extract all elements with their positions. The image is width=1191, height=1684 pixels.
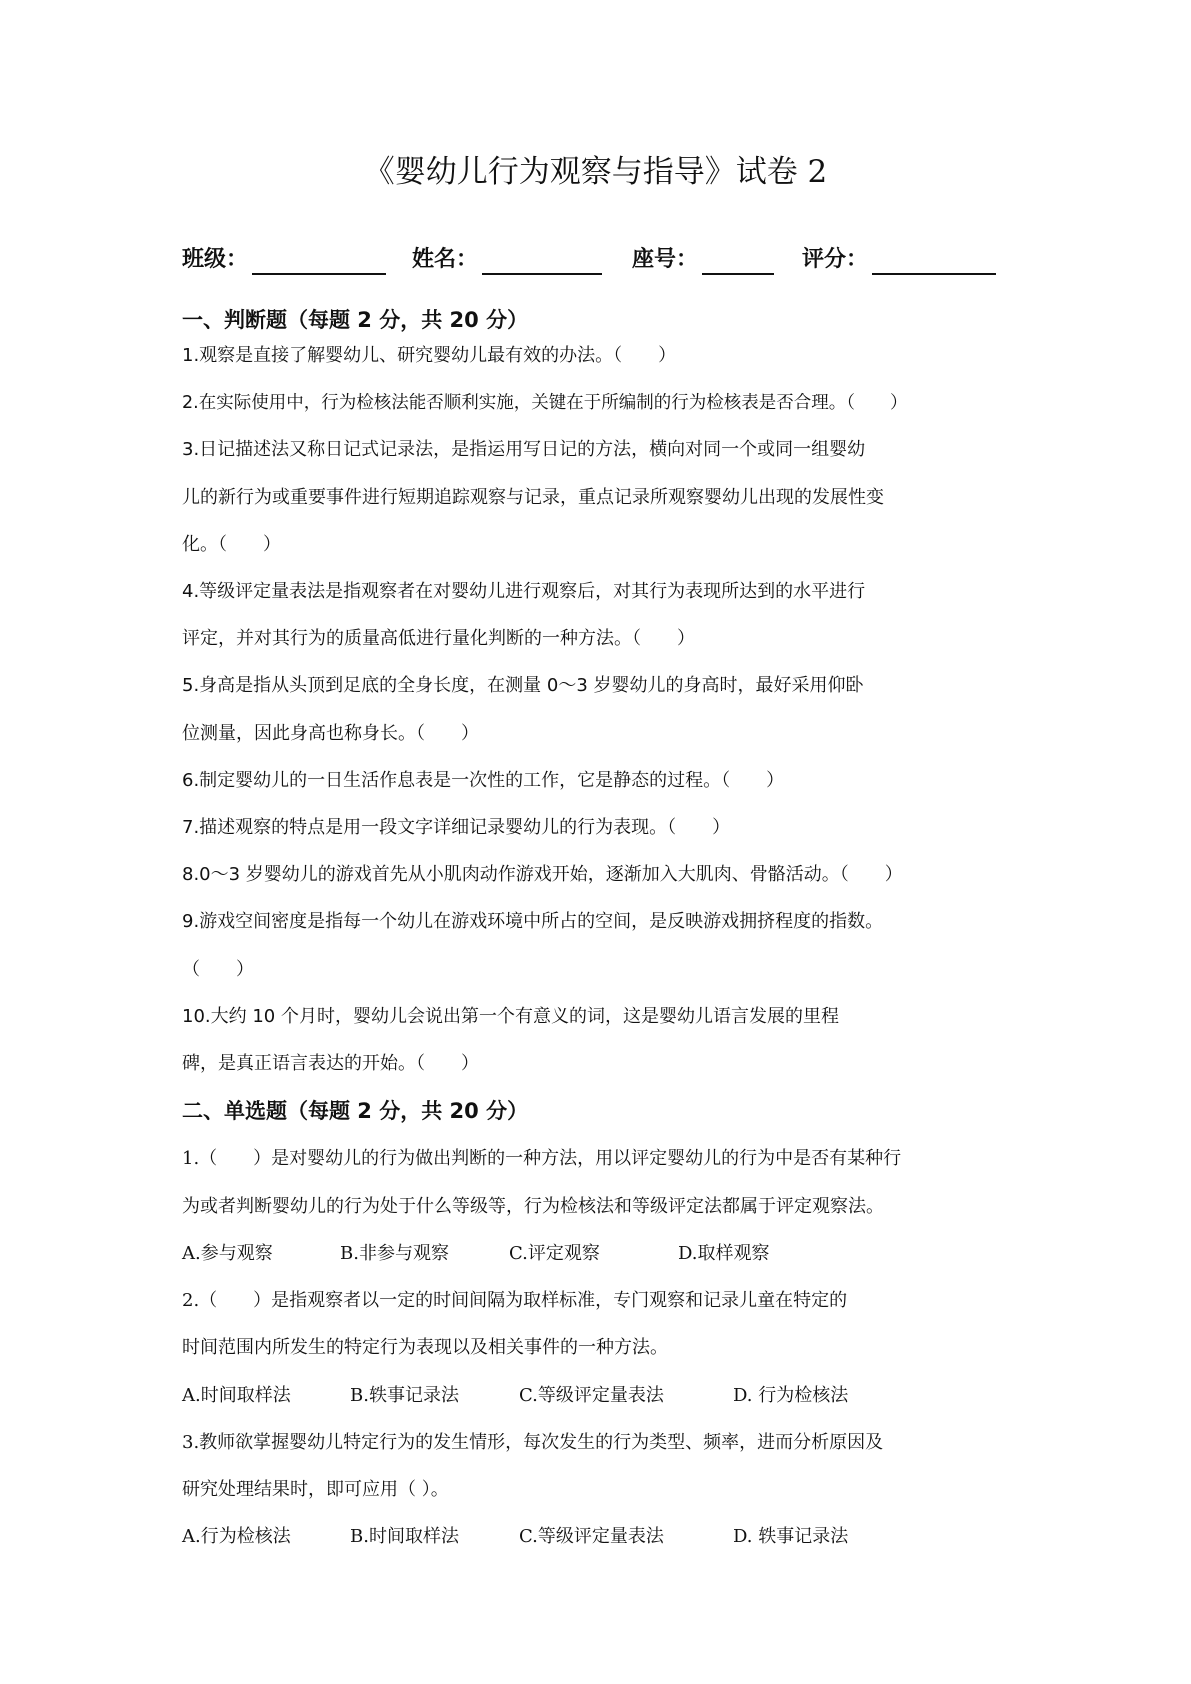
tf-question-10-line1: 10.大约 10 个月时，婴幼儿会说出第一个有意义的词，这是婴幼儿语言发展的里程 [182, 1006, 839, 1027]
mc-q1-option-a: A.参与观察 [182, 1243, 273, 1264]
mc-question-1-line2: 为或者判断婴幼儿的行为处于什么等级等，行为检核法和等级评定法都属于评定观察法。 [182, 1196, 884, 1217]
score-label: 评分： [802, 247, 869, 272]
mc-question-2-line1: 2.（ ）是指观察者以一定的时间间隔为取样标准，专门观察和记录儿童在特定的 [182, 1290, 848, 1311]
mc-q2-option-c: C.等级评定量表法 [519, 1385, 664, 1406]
tf-question-9-line1: 9.游戏空间密度是指每一个幼儿在游戏环境中所占的空间，是反映游戏拥挤程度的指数。 [182, 911, 884, 932]
tf-question-4-line2: 评定，并对其行为的质量高低进行量化判断的一种方法。（ ） [182, 628, 695, 649]
name-field [412, 241, 602, 275]
tf-question-6: 6.制定婴幼儿的一日生活作息表是一次性的工作，它是静态的过程。（ ） [182, 770, 785, 791]
score-blank[interactable] [872, 247, 996, 275]
tf-question-3-line3: 化。（ ） [182, 534, 281, 555]
tf-question-1: 1.观察是直接了解婴幼儿、研究婴幼儿最有效的办法。（ ） [182, 345, 677, 366]
tf-question-5-line1: 5.身高是指从头顶到足底的全身长度，在测量 0～3 岁婴幼儿的身高时，最好采用仰卧 [182, 675, 864, 696]
mc-q1-option-d: D.取样观察 [678, 1243, 770, 1264]
mc-question-3-line1: 3.教师欲掌握婴幼儿特定行为的发生情形，每次发生的行为类型、频率，进而分析原因及 [182, 1432, 884, 1453]
page-title: 《婴幼儿行为观察与指导》试卷 2 [363, 154, 828, 190]
tf-question-3-line1: 3.日记描述法又称日记式记录法，是指运用写日记的方法，横向对同一个或同一组婴幼 [182, 439, 866, 460]
mc-q1-option-b: B.非参与观察 [340, 1243, 449, 1264]
mc-q1-option-c: C.评定观察 [509, 1243, 600, 1264]
mc-question-2-line2: 时间范围内所发生的特定行为表现以及相关事件的一种方法。 [182, 1337, 668, 1358]
mc-q3-option-a: A.行为检核法 [182, 1526, 291, 1547]
score-field [802, 241, 996, 275]
student-info-row [182, 241, 1022, 275]
mc-q2-option-d: D. 行为检核法 [733, 1385, 849, 1406]
tf-question-10-line2: 碑，是真正语言表达的开始。（ ） [182, 1053, 479, 1074]
mc-q2-option-a: A.时间取样法 [182, 1385, 291, 1406]
seat-blank[interactable] [702, 247, 774, 275]
mc-q3-option-d: D. 轶事记录法 [733, 1526, 849, 1547]
tf-question-2: 2.在实际使用中，行为检核法能否顺利实施，关键在于所编制的行为检核表是否合理。（ ） [182, 393, 908, 413]
tf-question-7: 7.描述观察的特点是用一段文字详细记录婴幼儿的行为表现。（ ） [182, 817, 731, 838]
mc-q3-option-c: C.等级评定量表法 [519, 1526, 664, 1547]
tf-question-4-line1: 4.等级评定量表法是指观察者在对婴幼儿进行观察后，对其行为表现所达到的水平进行 [182, 581, 866, 602]
name-blank[interactable] [482, 247, 602, 275]
name-label: 姓名： [412, 247, 479, 272]
tf-question-3-line2: 儿的新行为或重要事件进行短期追踪观察与记录，重点记录所观察婴幼儿出现的发展性变 [182, 487, 884, 508]
section2-heading: 二、单选题（每题 2 分，共 20 分） [182, 1099, 529, 1123]
class-label: 班级： [182, 247, 249, 272]
seat-label: 座号： [632, 247, 699, 272]
class-field [182, 241, 386, 275]
seat-field [632, 241, 774, 275]
mc-question-1-line1: 1.（ ）是对婴幼儿的行为做出判断的一种方法，用以评定婴幼儿的行为中是否有某种行 [182, 1148, 902, 1169]
tf-question-8: 8.0～3 岁婴幼儿的游戏首先从小肌肉动作游戏开始，逐渐加入大肌肉、骨骼活动。（ ） [182, 864, 903, 885]
section1-heading: 一、判断题（每题 2 分，共 20 分） [182, 308, 529, 332]
class-blank[interactable] [252, 247, 386, 275]
mc-question-3-line2: 研究处理结果时，即可应用（ ）。 [182, 1479, 449, 1500]
mc-q3-option-b: B.时间取样法 [350, 1526, 459, 1547]
tf-question-5-line2: 位测量，因此身高也称身长。（ ） [182, 723, 479, 744]
tf-question-9-line2: （ ） [182, 959, 254, 980]
mc-q2-option-b: B.轶事记录法 [350, 1385, 459, 1406]
